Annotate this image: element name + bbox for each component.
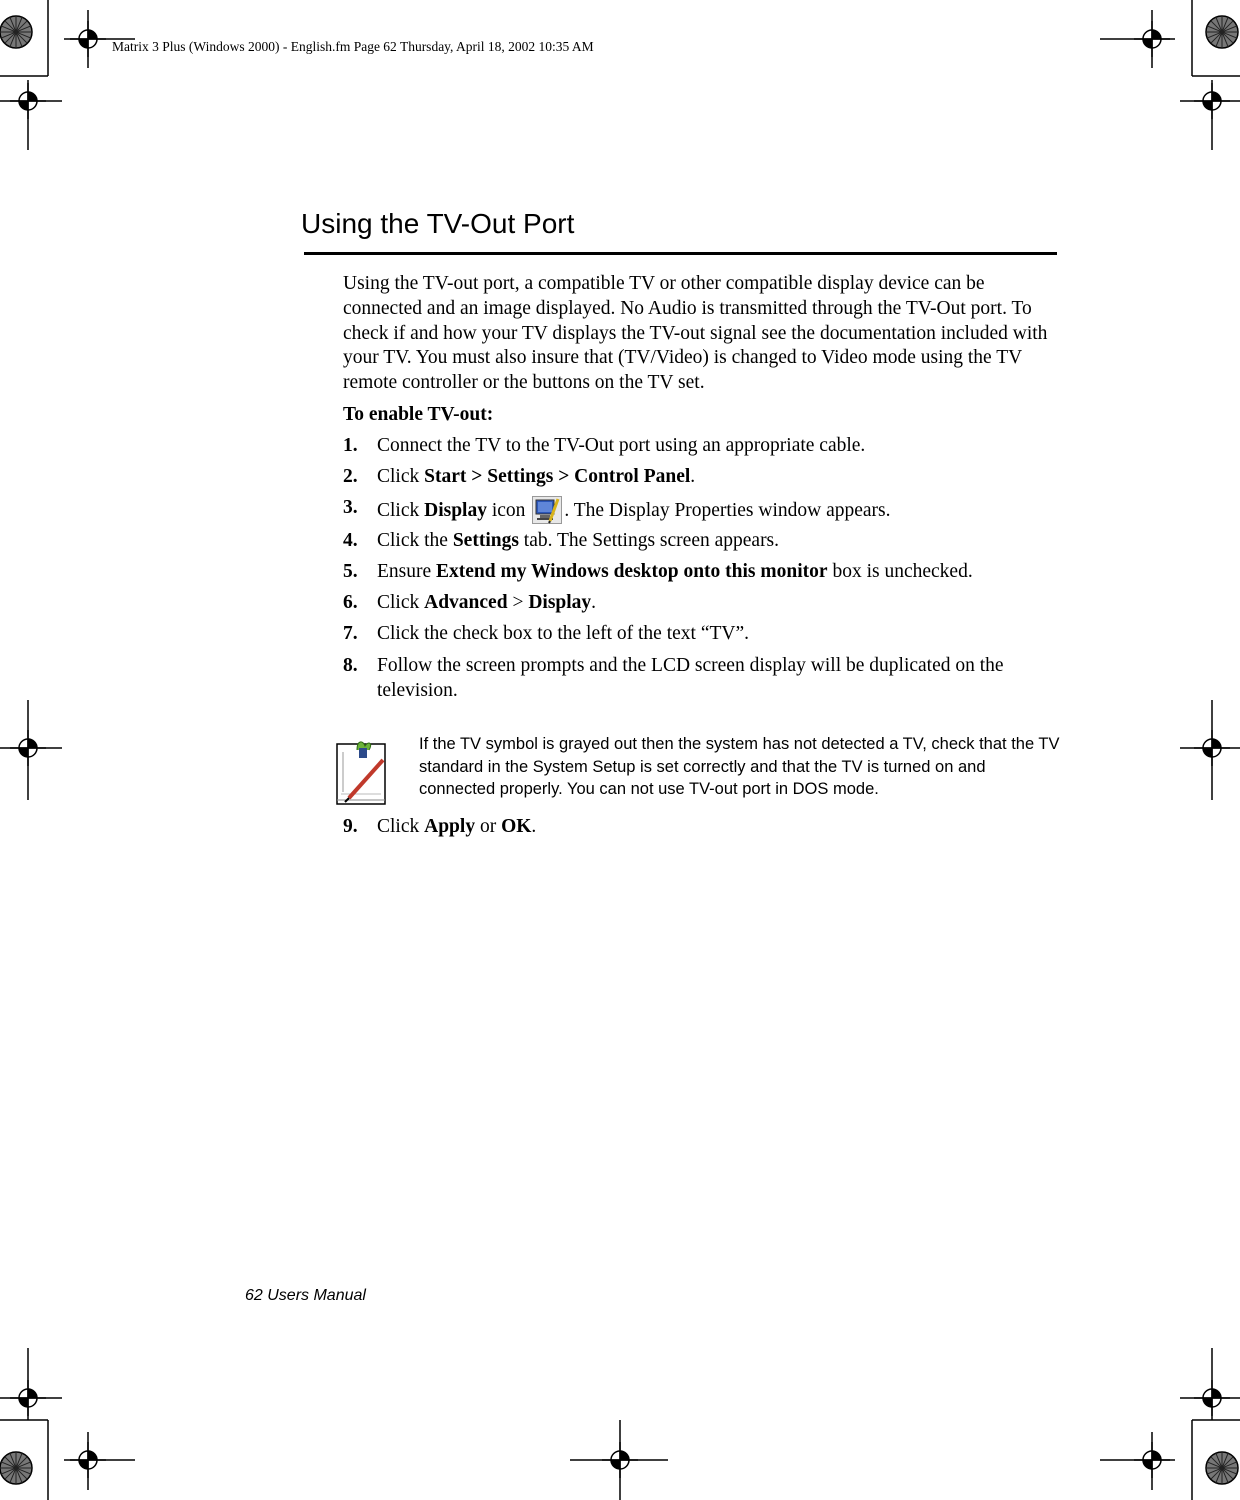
procedure-subheading: To enable TV-out: (343, 404, 494, 425)
step-7 (343, 622, 1058, 647)
step-4 (343, 529, 1058, 554)
step-5 (343, 560, 1058, 585)
display-icon (532, 496, 562, 524)
step-2 (343, 465, 1058, 490)
note-pencil-icon (333, 736, 391, 808)
step-number: 4. (343, 530, 358, 551)
step-number: 2. (343, 466, 358, 487)
step-8 (343, 654, 1058, 704)
page-title: Using the TV-Out Port (301, 208, 575, 239)
page-footer: 62 Users Manual (245, 1287, 366, 1304)
step-text: Click Start > Settings > Control Panel. (377, 466, 696, 487)
step-number: 5. (343, 561, 358, 582)
title-rule (304, 252, 1057, 255)
step-text: Ensure Extend my Windows desktop onto this monitor box is unchecked. (377, 561, 973, 582)
note-text: If the TV symbol is grayed out then the system has not detected a TV, check that the TV standard in the System Setup is set correctly and that the TV is turned on and connected properly. You can not use TV-out port in DOS mode. (419, 735, 1060, 798)
step-text: Follow the screen prompts and the LCD screen display will be duplicated on the television. (377, 655, 1004, 701)
step-number: 8. (343, 655, 358, 676)
step-text: Click Apply or OK. (377, 816, 537, 837)
step-9 (343, 815, 1058, 840)
step-text: Click Display icon . The Display Properties window appears. (377, 496, 1058, 524)
step-text: Click the Settings tab. The Settings screen appears. (377, 530, 780, 551)
step-3 (343, 496, 1058, 524)
intro-paragraph: Using the TV-out port, a compatible TV or other compatible display device can be connected and an image displayed. No Audio is transmitted through the TV-Out port. To check if and how your TV displays the TV-out signal see the documentation included with your TV. You must also insure that (TV/Video) is changed to Video mode using the TV remote controller or the buttons on the TV set. (343, 273, 1048, 394)
step-1 (343, 434, 1058, 459)
step-number: 1. (343, 435, 358, 456)
step-number: 6. (343, 592, 358, 613)
step-text: Click the check box to the left of the text “TV”. (377, 623, 749, 644)
file-slug-header: Matrix 3 Plus (Windows 2000) - English.fm Page 62 Thursday, April 18, 2002 10:35 AM (112, 39, 594, 54)
step-text: Click Advanced > Display. (377, 592, 597, 613)
step-6 (343, 591, 1058, 616)
step-number: 3. (343, 497, 358, 518)
step-number: 7. (343, 623, 358, 644)
step-text: Connect the TV to the TV-Out port using an appropriate cable. (377, 435, 866, 456)
step-number: 9. (343, 816, 358, 837)
